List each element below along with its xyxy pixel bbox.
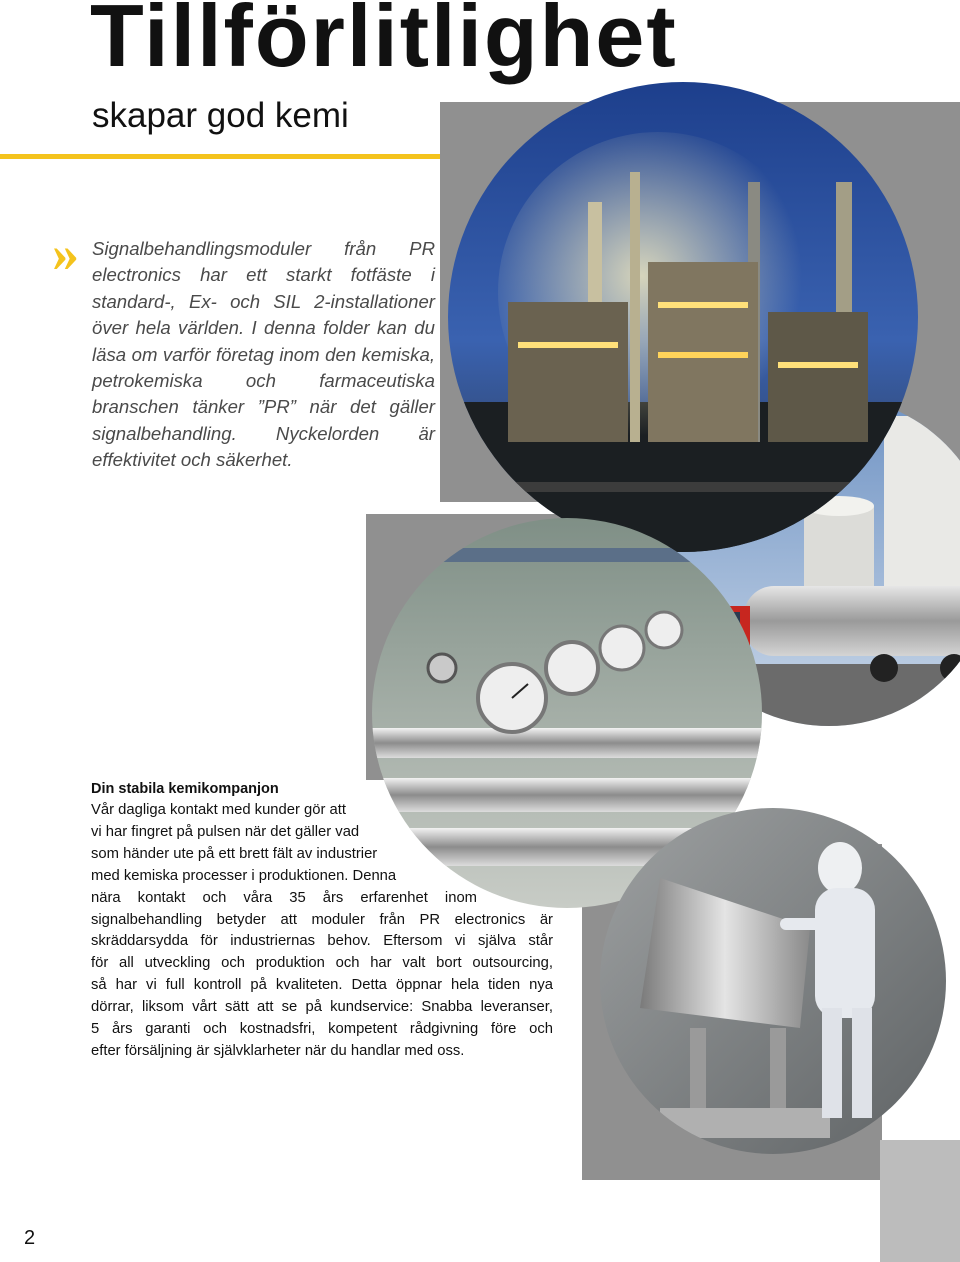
body-line: Vår dagliga kontakt med kunder gör att <box>91 802 346 818</box>
page-subtitle: skapar god kemi <box>92 96 349 135</box>
photo-cleanroom-technician <box>600 808 946 1154</box>
body-heading: Din stabila kemikompanjon <box>91 781 279 797</box>
guillemet-icon: » <box>52 223 79 283</box>
body-line: så har vi full kontroll på kvaliteten. Detta öppnar hela tiden nya <box>91 977 553 994</box>
body-line: efter försäljning är självklarheter när du handlar med oss. <box>91 1042 465 1059</box>
body-line: 5 års garanti och kostnadsfri, kompetent rådgivning före och <box>91 1021 553 1038</box>
body-line: signalbehandling betyder att moduler från PR electronics är <box>91 911 553 928</box>
body-line: skräddarsydda för industriernas behov. Eftersom vi själva står <box>91 933 553 950</box>
body-line: med kemiska processer i produktionen. Denna <box>91 867 397 884</box>
body-line: som händer ute på ett brett fält av industrier <box>91 845 378 862</box>
backdrop-square-corner <box>880 1140 960 1262</box>
body-line: för all utveckling och produktion och har valt bort outsourcing, <box>91 955 553 972</box>
page-number: 2 <box>24 1227 36 1249</box>
body-text <box>91 800 553 1063</box>
body-line: dörrar, liksom vårt sätt att se på kundservice: Snabba leveranser, <box>91 999 553 1016</box>
intro-text: Signalbehandlingsmoduler från PR electronics har ett starkt fotfäste i standard-, Ex- och SIL 2-installationer över hela världen. I denna folder kan du läsa om varför företag inom den kemiska, petrokemiska och farmaceutiska branschen tänker ”PR” när det gäller signalbehandling. Nyckelorden är effektivitet och säkerhet. <box>92 238 435 471</box>
page-title: Tillförlitlighet <box>90 0 678 85</box>
photo-refinery-night <box>448 82 918 552</box>
body-line: nära kontakt och våra 35 års erfarenhet inom <box>91 889 477 906</box>
accent-rule <box>0 154 502 159</box>
body-line: vi har fingret på pulsen när det gäller vad <box>91 823 360 840</box>
